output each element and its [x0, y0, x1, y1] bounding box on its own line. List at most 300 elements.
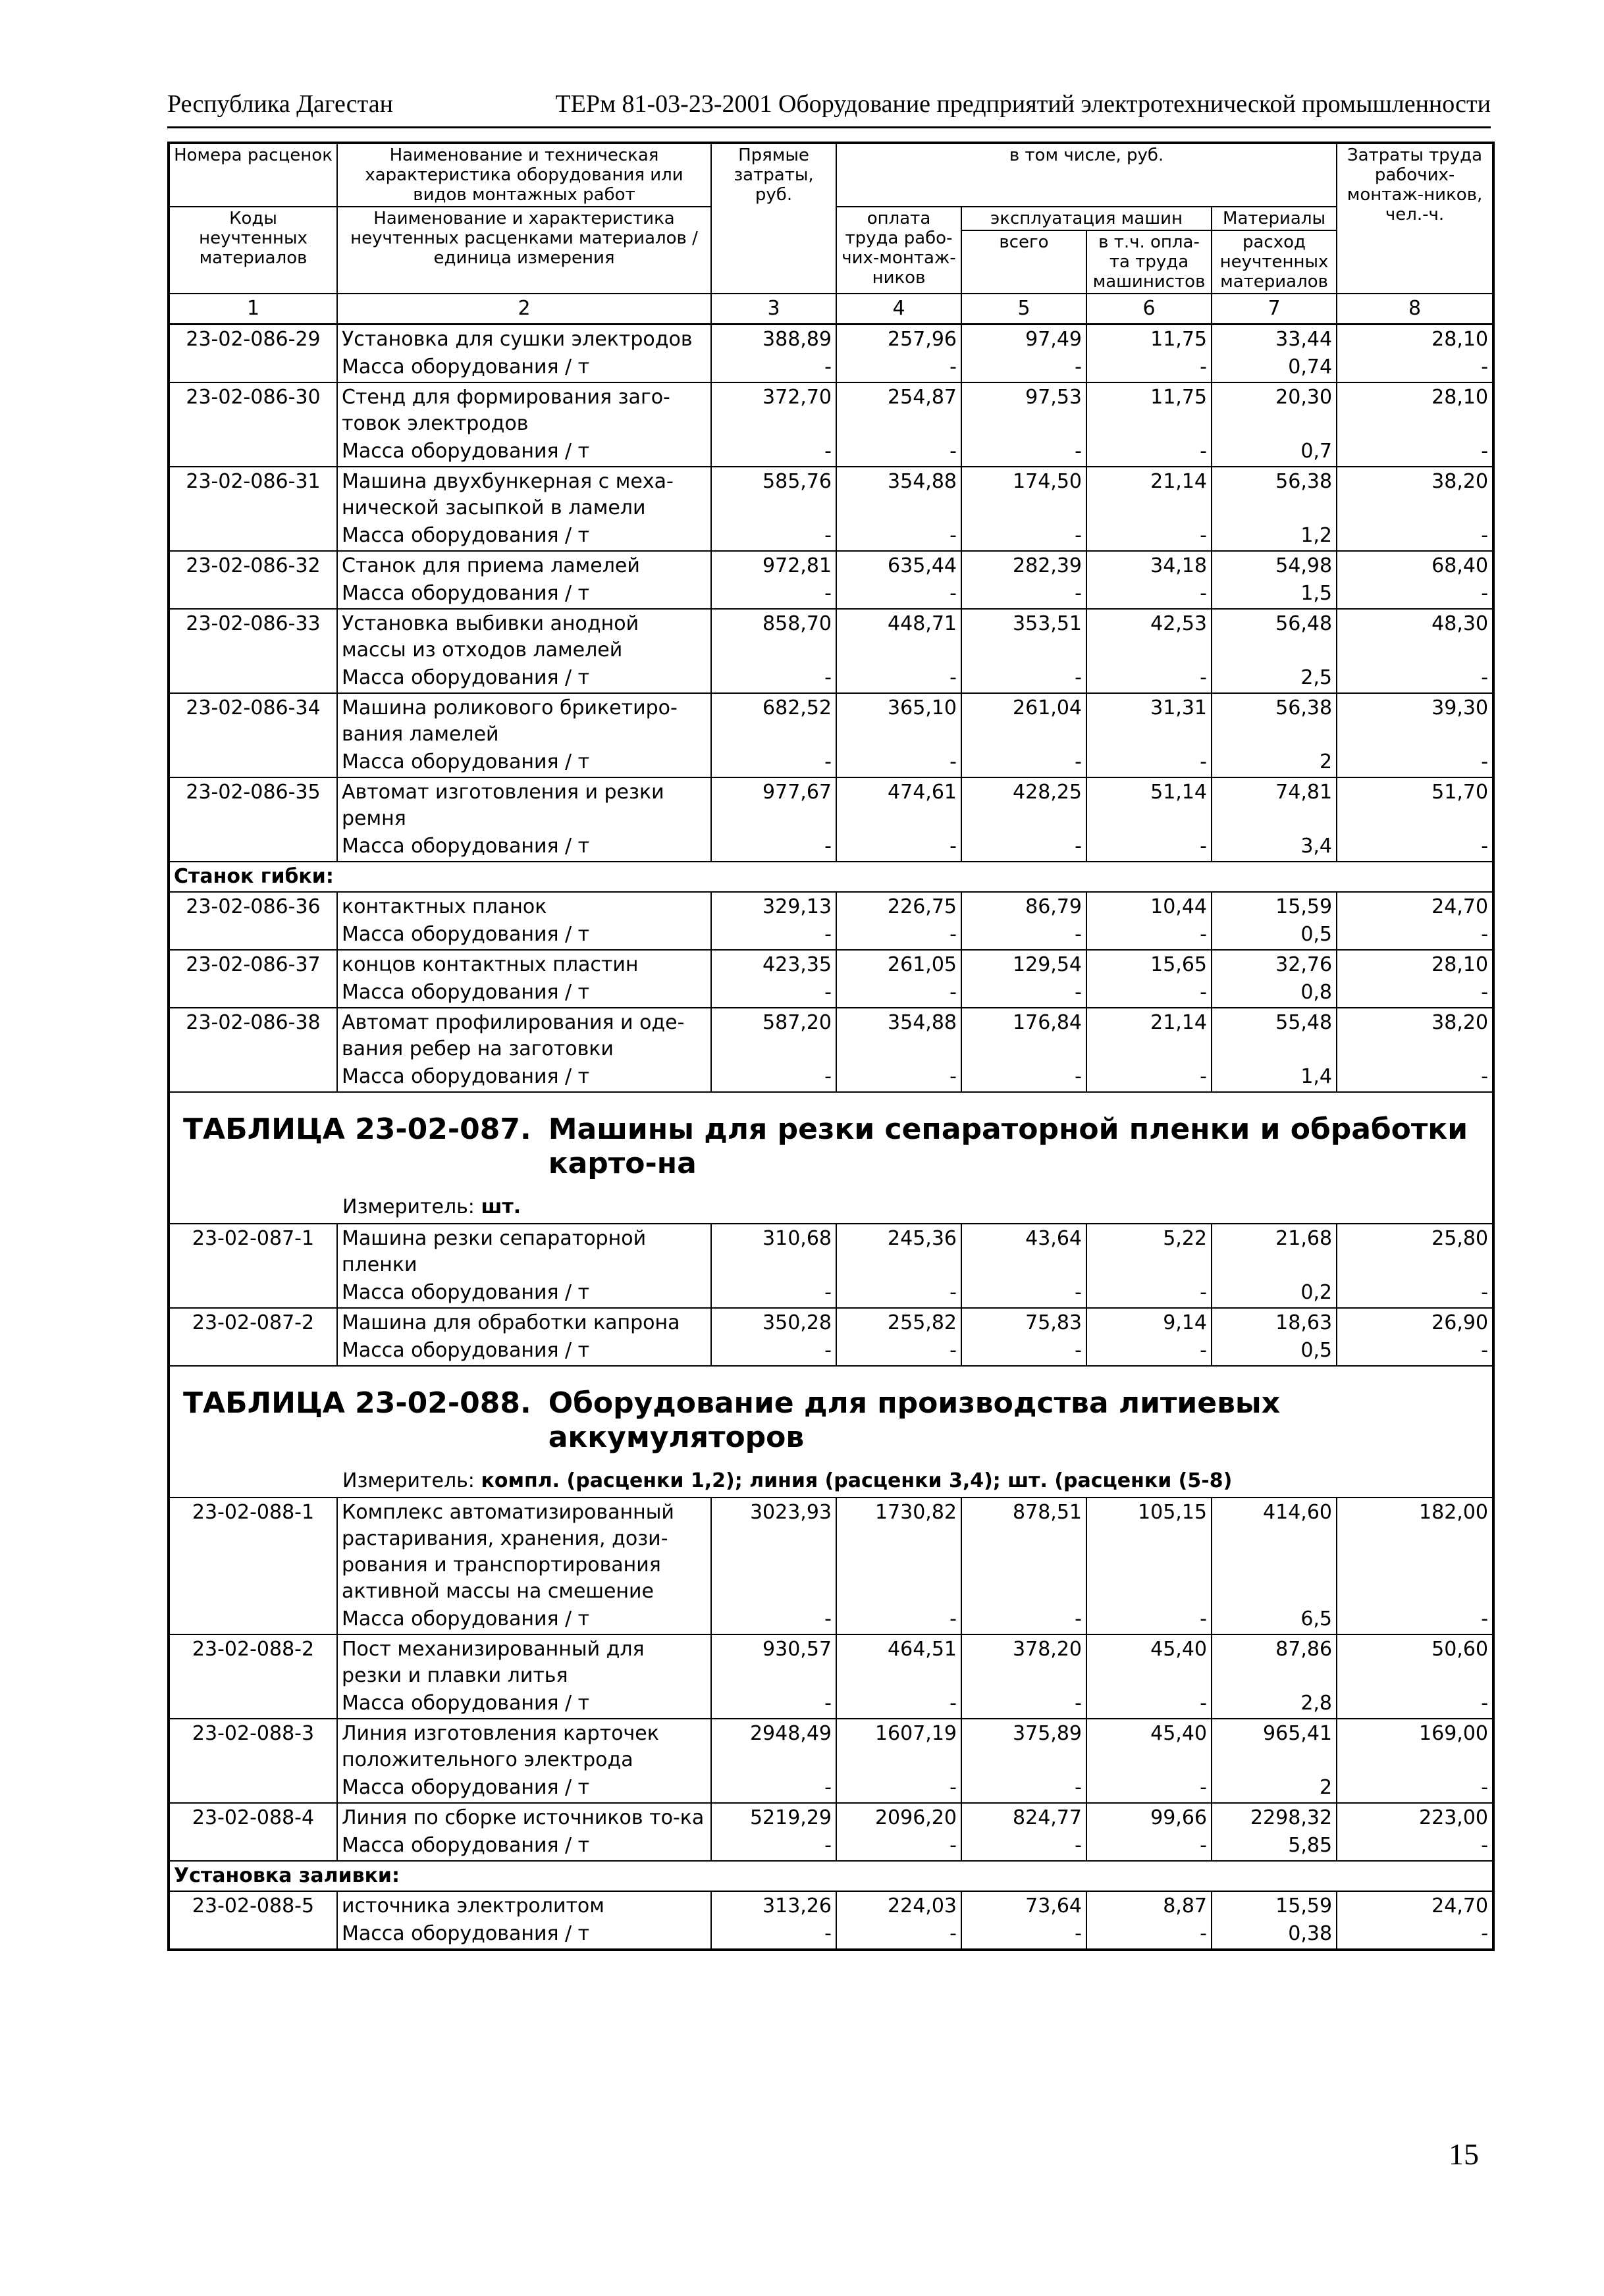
col-head-materials-usage: расход неучтенных материалов — [1212, 230, 1337, 294]
mass-value-cell: - — [1086, 833, 1212, 862]
direct-cost-cell: 310,68 — [711, 1224, 836, 1280]
materials-cell: 74,81 — [1212, 777, 1337, 833]
direct-cost-cell: 388,89 — [711, 325, 836, 355]
mass-value-cell: 0,74 — [1212, 354, 1337, 382]
mass-value-cell: - — [1337, 1775, 1493, 1803]
rate-row — [169, 777, 1493, 833]
col-number: 4 — [836, 294, 961, 325]
mass-value-cell: - — [961, 1064, 1086, 1092]
table-caption: Машины для резки сепараторной пленки и обработки карто-на — [548, 1112, 1468, 1180]
mass-value-cell: - — [836, 1690, 961, 1719]
mass-value-cell: - — [711, 1921, 836, 1950]
mass-label: Масса оборудования / т — [337, 523, 711, 551]
mass-label: Масса оборудования / т — [337, 438, 711, 467]
measure-row — [169, 1461, 1493, 1498]
machines-total-cell: 378,20 — [961, 1634, 1086, 1690]
rate-row — [169, 1803, 1493, 1833]
rates-body — [169, 325, 1493, 1950]
rate-name: Установка выбивки анодной массы из отходов ламелей — [337, 609, 711, 665]
measure-label: Измеритель: — [342, 1195, 475, 1218]
mass-value-cell: 1,4 — [1212, 1064, 1337, 1092]
col-head-machines: эксплуатация машин — [961, 207, 1212, 230]
rate-code: 23-02-086-31 — [169, 467, 337, 551]
table-title-cell — [169, 1092, 1493, 1187]
mass-value-cell: - — [1337, 354, 1493, 382]
mass-value-cell: - — [961, 922, 1086, 950]
rate-code: 23-02-086-36 — [169, 892, 337, 950]
machines-total-cell: 174,50 — [961, 467, 1086, 523]
header-rule — [167, 126, 1491, 128]
machines-total-cell: 75,83 — [961, 1308, 1086, 1338]
col-number: 3 — [711, 294, 836, 325]
machines-total-cell: 261,04 — [961, 693, 1086, 749]
mass-value-cell: - — [1086, 665, 1212, 693]
col-number: 1 — [169, 294, 337, 325]
rate-row — [169, 551, 1493, 581]
machines-labor-cell: 31,31 — [1086, 693, 1212, 749]
materials-cell: 2298,32 — [1212, 1803, 1337, 1833]
column-number-row — [169, 294, 1493, 325]
rate-name: Машина роликового брикетиро-вания ламелей — [337, 693, 711, 749]
rate-row — [169, 1634, 1493, 1690]
mass-value-cell: - — [961, 749, 1086, 777]
mass-label: Масса оборудования / т — [337, 1280, 711, 1308]
mass-value-cell: - — [961, 581, 1086, 609]
running-header — [167, 84, 1491, 125]
labor-hours-cell: 26,90 — [1337, 1308, 1493, 1338]
mass-value-cell: - — [836, 1833, 961, 1861]
group-row — [169, 1861, 1493, 1891]
rate-mass-row — [169, 922, 1493, 950]
machines-total-cell: 282,39 — [961, 551, 1086, 581]
rate-code: 23-02-088-3 — [169, 1719, 337, 1803]
labor-hours-cell: 39,30 — [1337, 693, 1493, 749]
group-heading: Станок гибки: — [169, 862, 1493, 892]
rate-name: Линия изготовления карточек положительного электрода — [337, 1719, 711, 1775]
mass-value-cell: - — [711, 1064, 836, 1092]
table-title — [183, 1386, 1479, 1455]
mass-value-cell: - — [836, 1064, 961, 1092]
rate-name: концов контактных пластин — [337, 950, 711, 979]
materials-cell: 56,38 — [1212, 467, 1337, 523]
mass-label: Масса оборудования / т — [337, 833, 711, 862]
mass-value-cell: - — [961, 833, 1086, 862]
rate-mass-row — [169, 1064, 1493, 1092]
mass-label: Масса оборудования / т — [337, 1690, 711, 1719]
mass-value-cell: - — [711, 1606, 836, 1634]
machines-labor-cell: 51,14 — [1086, 777, 1212, 833]
mass-value-cell: - — [961, 1606, 1086, 1634]
labor-hours-cell: 182,00 — [1337, 1498, 1493, 1606]
col-number: 8 — [1337, 294, 1493, 325]
rate-row — [169, 1008, 1493, 1064]
mass-value-cell: - — [1337, 979, 1493, 1008]
mass-value-cell: - — [711, 1833, 836, 1861]
mass-value-cell: - — [1337, 1606, 1493, 1634]
machines-labor-cell: 11,75 — [1086, 382, 1212, 438]
mass-value-cell: - — [711, 833, 836, 862]
mass-value-cell: - — [1086, 354, 1212, 382]
materials-cell: 21,68 — [1212, 1224, 1337, 1280]
machines-labor-cell: 11,75 — [1086, 325, 1212, 355]
machines-labor-cell: 8,87 — [1086, 1891, 1212, 1921]
mass-value-cell: - — [1086, 922, 1212, 950]
col-head-labor-costs: Затраты труда рабочих-монтаж-ников, чел.-ч. — [1337, 143, 1493, 294]
labor-pay-cell: 365,10 — [836, 693, 961, 749]
materials-cell: 965,41 — [1212, 1719, 1337, 1775]
col-head-rate-numbers: Номера расценок — [169, 143, 337, 207]
rate-row — [169, 1891, 1493, 1921]
rate-name: Установка для сушки электродов — [337, 325, 711, 355]
mass-value-cell: - — [1337, 523, 1493, 551]
mass-value-cell: - — [961, 354, 1086, 382]
rate-mass-row — [169, 1338, 1493, 1366]
mass-value-cell: - — [961, 1921, 1086, 1950]
machines-labor-cell: 9,14 — [1086, 1308, 1212, 1338]
machines-labor-cell: 45,40 — [1086, 1634, 1212, 1690]
machines-total-cell: 86,79 — [961, 892, 1086, 922]
mass-value-cell: - — [836, 1338, 961, 1366]
mass-value-cell: - — [961, 438, 1086, 467]
rate-code: 23-02-087-1 — [169, 1224, 337, 1308]
mass-value-cell: - — [836, 581, 961, 609]
labor-pay-cell: 1607,19 — [836, 1719, 961, 1775]
labor-pay-cell: 464,51 — [836, 1634, 961, 1690]
direct-cost-cell: 329,13 — [711, 892, 836, 922]
materials-cell: 20,30 — [1212, 382, 1337, 438]
rate-code: 23-02-086-30 — [169, 382, 337, 467]
labor-pay-cell: 245,36 — [836, 1224, 961, 1280]
direct-cost-cell: 423,35 — [711, 950, 836, 979]
rate-mass-row — [169, 665, 1493, 693]
mass-value-cell: 1,2 — [1212, 523, 1337, 551]
labor-hours-cell: 28,10 — [1337, 325, 1493, 355]
rate-code: 23-02-086-29 — [169, 325, 337, 383]
mass-value-cell: - — [961, 1775, 1086, 1803]
table-title — [183, 1112, 1479, 1181]
rate-mass-row — [169, 833, 1493, 862]
materials-cell: 18,63 — [1212, 1308, 1337, 1338]
header-document-title: ТЕРм 81-03-23-2001 Оборудование предприятий электротехнической промышленности — [555, 90, 1491, 118]
labor-hours-cell: 38,20 — [1337, 467, 1493, 523]
mass-value-cell: - — [1086, 1833, 1212, 1861]
materials-cell: 54,98 — [1212, 551, 1337, 581]
mass-value-cell: 0,7 — [1212, 438, 1337, 467]
mass-value-cell: 0,8 — [1212, 979, 1337, 1008]
mass-value-cell: - — [836, 354, 961, 382]
mass-value-cell: 6,5 — [1212, 1606, 1337, 1634]
machines-labor-cell: 5,22 — [1086, 1224, 1212, 1280]
mass-value-cell: - — [711, 523, 836, 551]
mass-value-cell: - — [1086, 1338, 1212, 1366]
measure-label: Измеритель: — [342, 1469, 475, 1492]
mass-value-cell: 3,4 — [1212, 833, 1337, 862]
rate-mass-row — [169, 581, 1493, 609]
direct-cost-cell: 3023,93 — [711, 1498, 836, 1606]
materials-cell: 56,38 — [1212, 693, 1337, 749]
rate-row — [169, 693, 1493, 749]
col-head-name-materials: Наименование и характеристика неучтенных расценками материалов / единица измерения — [337, 207, 711, 294]
machines-total-cell: 375,89 — [961, 1719, 1086, 1775]
mass-value-cell: - — [1086, 581, 1212, 609]
rate-name: контактных планок — [337, 892, 711, 922]
labor-hours-cell: 169,00 — [1337, 1719, 1493, 1775]
page-number: 15 — [1449, 2137, 1479, 2171]
mass-value-cell: 0,38 — [1212, 1921, 1337, 1950]
rate-row — [169, 382, 1493, 438]
mass-value-cell: - — [711, 749, 836, 777]
materials-cell: 15,59 — [1212, 892, 1337, 922]
labor-hours-cell: 24,70 — [1337, 892, 1493, 922]
col-head-machines-labor: в т.ч. опла-та труда машинистов — [1086, 230, 1212, 294]
labor-pay-cell: 255,82 — [836, 1308, 961, 1338]
mass-label: Масса оборудования / т — [337, 354, 711, 382]
mass-value-cell: - — [1337, 665, 1493, 693]
machines-labor-cell: 45,40 — [1086, 1719, 1212, 1775]
mass-value-cell: - — [836, 665, 961, 693]
mass-value-cell: - — [961, 665, 1086, 693]
mass-value-cell: - — [711, 1775, 836, 1803]
col-number: 2 — [337, 294, 711, 325]
mass-value-cell: - — [836, 922, 961, 950]
col-number: 6 — [1086, 294, 1212, 325]
machines-total-cell: 97,53 — [961, 382, 1086, 438]
rate-code: 23-02-086-32 — [169, 551, 337, 609]
mass-value-cell: - — [1337, 438, 1493, 467]
rate-mass-row — [169, 1280, 1493, 1308]
rate-row — [169, 609, 1493, 665]
machines-total-cell: 428,25 — [961, 777, 1086, 833]
labor-pay-cell: 2096,20 — [836, 1803, 961, 1833]
machines-labor-cell: 42,53 — [1086, 609, 1212, 665]
rate-code: 23-02-087-2 — [169, 1308, 337, 1366]
labor-hours-cell: 28,10 — [1337, 382, 1493, 438]
rate-code: 23-02-088-2 — [169, 1634, 337, 1719]
machines-total-cell: 176,84 — [961, 1008, 1086, 1064]
mass-value-cell: - — [836, 979, 961, 1008]
mass-value-cell: 0,2 — [1212, 1280, 1337, 1308]
materials-cell: 33,44 — [1212, 325, 1337, 355]
table-number: ТАБЛИЦА 23-02-088. — [183, 1386, 531, 1420]
rate-mass-row — [169, 438, 1493, 467]
measure-row — [169, 1187, 1493, 1224]
rate-code: 23-02-086-38 — [169, 1008, 337, 1092]
mass-value-cell: - — [1086, 523, 1212, 551]
mass-value-cell: - — [711, 979, 836, 1008]
mass-label: Масса оборудования / т — [337, 1921, 711, 1950]
mass-value-cell: - — [836, 438, 961, 467]
mass-value-cell: - — [711, 438, 836, 467]
labor-pay-cell: 261,05 — [836, 950, 961, 979]
rate-code: 23-02-088-1 — [169, 1498, 337, 1634]
direct-cost-cell: 313,26 — [711, 1891, 836, 1921]
mass-value-cell: 0,5 — [1212, 922, 1337, 950]
labor-pay-cell: 1730,82 — [836, 1498, 961, 1606]
rate-name: Стенд для формирования заго-товок электродов — [337, 382, 711, 438]
mass-value-cell: - — [1086, 749, 1212, 777]
mass-value-cell: - — [711, 1338, 836, 1366]
rate-row — [169, 1719, 1493, 1775]
col-head-material-codes: Коды неучтенных материалов — [169, 207, 337, 294]
machines-total-cell: 43,64 — [961, 1224, 1086, 1280]
labor-pay-cell: 354,88 — [836, 467, 961, 523]
table-number: ТАБЛИЦА 23-02-087. — [183, 1112, 531, 1146]
labor-hours-cell: 24,70 — [1337, 1891, 1493, 1921]
machines-labor-cell: 105,15 — [1086, 1498, 1212, 1606]
rate-name: Станок для приема ламелей — [337, 551, 711, 581]
labor-pay-cell: 474,61 — [836, 777, 961, 833]
direct-cost-cell: 5219,29 — [711, 1803, 836, 1833]
rate-name: Машина резки сепараторной пленки — [337, 1224, 711, 1280]
mass-value-cell: - — [836, 749, 961, 777]
table-caption: Оборудование для производства литиевых аккумуляторов — [548, 1386, 1281, 1454]
machines-total-cell: 73,64 — [961, 1891, 1086, 1921]
mass-value-cell: - — [961, 979, 1086, 1008]
measure-value: компл. (расценки 1,2); линия (расценки 3,4); шт. (расценки (5-8) — [481, 1469, 1233, 1492]
group-heading: Установка заливки: — [169, 1861, 1493, 1891]
mass-value-cell: - — [1337, 1338, 1493, 1366]
labor-hours-cell: 50,60 — [1337, 1634, 1493, 1690]
direct-cost-cell: 372,70 — [711, 382, 836, 438]
labor-hours-cell: 223,00 — [1337, 1803, 1493, 1833]
labor-pay-cell: 224,03 — [836, 1891, 961, 1921]
mass-value-cell: - — [711, 922, 836, 950]
materials-cell: 414,60 — [1212, 1498, 1337, 1606]
mass-value-cell: - — [836, 1775, 961, 1803]
machines-total-cell: 824,77 — [961, 1803, 1086, 1833]
mass-value-cell: - — [961, 1833, 1086, 1861]
materials-cell: 56,48 — [1212, 609, 1337, 665]
col-head-materials: Материалы — [1212, 207, 1337, 230]
mass-value-cell: - — [961, 1690, 1086, 1719]
rate-mass-row — [169, 354, 1493, 382]
rate-name: источника электролитом — [337, 1891, 711, 1921]
labor-hours-cell: 38,20 — [1337, 1008, 1493, 1064]
mass-value-cell: - — [711, 354, 836, 382]
mass-value-cell: - — [1086, 1606, 1212, 1634]
materials-cell: 55,48 — [1212, 1008, 1337, 1064]
mass-value-cell: - — [836, 523, 961, 551]
rate-code: 23-02-086-34 — [169, 693, 337, 777]
mass-value-cell: 0,5 — [1212, 1338, 1337, 1366]
labor-pay-cell: 254,87 — [836, 382, 961, 438]
rate-code: 23-02-086-35 — [169, 777, 337, 862]
mass-label: Масса оборудования / т — [337, 1833, 711, 1861]
mass-value-cell: - — [836, 833, 961, 862]
mass-value-cell: - — [1337, 1064, 1493, 1092]
mass-value-cell: - — [1086, 1921, 1212, 1950]
rate-mass-row — [169, 1606, 1493, 1634]
machines-labor-cell: 21,14 — [1086, 467, 1212, 523]
machines-labor-cell: 10,44 — [1086, 892, 1212, 922]
direct-cost-cell: 930,57 — [711, 1634, 836, 1690]
mass-value-cell: - — [1337, 1280, 1493, 1308]
measure-cell — [169, 1187, 1493, 1224]
rate-mass-row — [169, 1921, 1493, 1950]
direct-cost-cell: 2948,49 — [711, 1719, 836, 1775]
group-row — [169, 862, 1493, 892]
col-head-name-equipment: Наименование и техническая характеристика оборудования или видов монтажных работ — [337, 143, 711, 207]
rate-code: 23-02-088-5 — [169, 1891, 337, 1950]
machines-labor-cell: 21,14 — [1086, 1008, 1212, 1064]
mass-value-cell: - — [1337, 749, 1493, 777]
labor-pay-cell: 226,75 — [836, 892, 961, 922]
labor-hours-cell: 48,30 — [1337, 609, 1493, 665]
rate-name: Автомат изготовления и резки ремня — [337, 777, 711, 833]
measure-cell — [169, 1461, 1493, 1498]
mass-value-cell: 2,8 — [1212, 1690, 1337, 1719]
rate-row — [169, 950, 1493, 979]
mass-value-cell: - — [1337, 1833, 1493, 1861]
direct-cost-cell: 682,52 — [711, 693, 836, 749]
col-head-machines-total: всего — [961, 230, 1086, 294]
col-head-labor-pay: оплата труда рабо-чих-монтаж-ников — [836, 207, 961, 294]
mass-value-cell: 2 — [1212, 1775, 1337, 1803]
rate-mass-row — [169, 1775, 1493, 1803]
rate-row — [169, 1224, 1493, 1280]
rate-code: 23-02-086-33 — [169, 609, 337, 693]
mass-value-cell: - — [711, 665, 836, 693]
labor-pay-cell: 635,44 — [836, 551, 961, 581]
col-head-including: в том числе, руб. — [836, 143, 1337, 207]
rate-row — [169, 1308, 1493, 1338]
mass-value-cell: - — [836, 1280, 961, 1308]
mass-label: Масса оборудования / т — [337, 665, 711, 693]
col-number: 5 — [961, 294, 1086, 325]
table-title-cell — [169, 1366, 1493, 1461]
rate-name: Машина для обработки капрона — [337, 1308, 711, 1338]
mass-value-cell: 2 — [1212, 749, 1337, 777]
rate-code: 23-02-086-37 — [169, 950, 337, 1008]
labor-hours-cell: 28,10 — [1337, 950, 1493, 979]
labor-hours-cell: 25,80 — [1337, 1224, 1493, 1280]
mass-value-cell: - — [1337, 1690, 1493, 1719]
mass-value-cell: 5,85 — [1212, 1833, 1337, 1861]
mass-value-cell: - — [1086, 1690, 1212, 1719]
col-head-direct-costs: Прямые затраты, руб. — [711, 143, 836, 294]
materials-cell: 15,59 — [1212, 1891, 1337, 1921]
mass-value-cell: - — [1086, 1775, 1212, 1803]
rate-row — [169, 1498, 1493, 1606]
rate-name: Комплекс автоматизированный растаривания, хранения, дози-рования и транспортирования активной массы на смешение — [337, 1498, 711, 1606]
mass-value-cell: - — [711, 581, 836, 609]
machines-total-cell: 878,51 — [961, 1498, 1086, 1606]
direct-cost-cell: 977,67 — [711, 777, 836, 833]
mass-label: Масса оборудования / т — [337, 1064, 711, 1092]
machines-labor-cell: 34,18 — [1086, 551, 1212, 581]
rate-mass-row — [169, 1833, 1493, 1861]
mass-value-cell: - — [711, 1690, 836, 1719]
rate-name: Машина двухбункерная с меха-нической засыпкой в ламели — [337, 467, 711, 523]
rate-row — [169, 325, 1493, 355]
rate-mass-row — [169, 749, 1493, 777]
mass-value-cell: - — [961, 1280, 1086, 1308]
labor-pay-cell: 257,96 — [836, 325, 961, 355]
machines-labor-cell: 15,65 — [1086, 950, 1212, 979]
materials-cell: 32,76 — [1212, 950, 1337, 979]
mass-value-cell: - — [1086, 979, 1212, 1008]
mass-value-cell: - — [836, 1921, 961, 1950]
mass-label: Масса оборудования / т — [337, 1775, 711, 1803]
mass-value-cell: - — [1337, 1921, 1493, 1950]
rate-row — [169, 467, 1493, 523]
direct-cost-cell: 585,76 — [711, 467, 836, 523]
rate-name: Пост механизированный для резки и плавки литья — [337, 1634, 711, 1690]
direct-cost-cell: 858,70 — [711, 609, 836, 665]
rate-mass-row — [169, 1690, 1493, 1719]
materials-cell: 87,86 — [1212, 1634, 1337, 1690]
rate-mass-row — [169, 979, 1493, 1008]
